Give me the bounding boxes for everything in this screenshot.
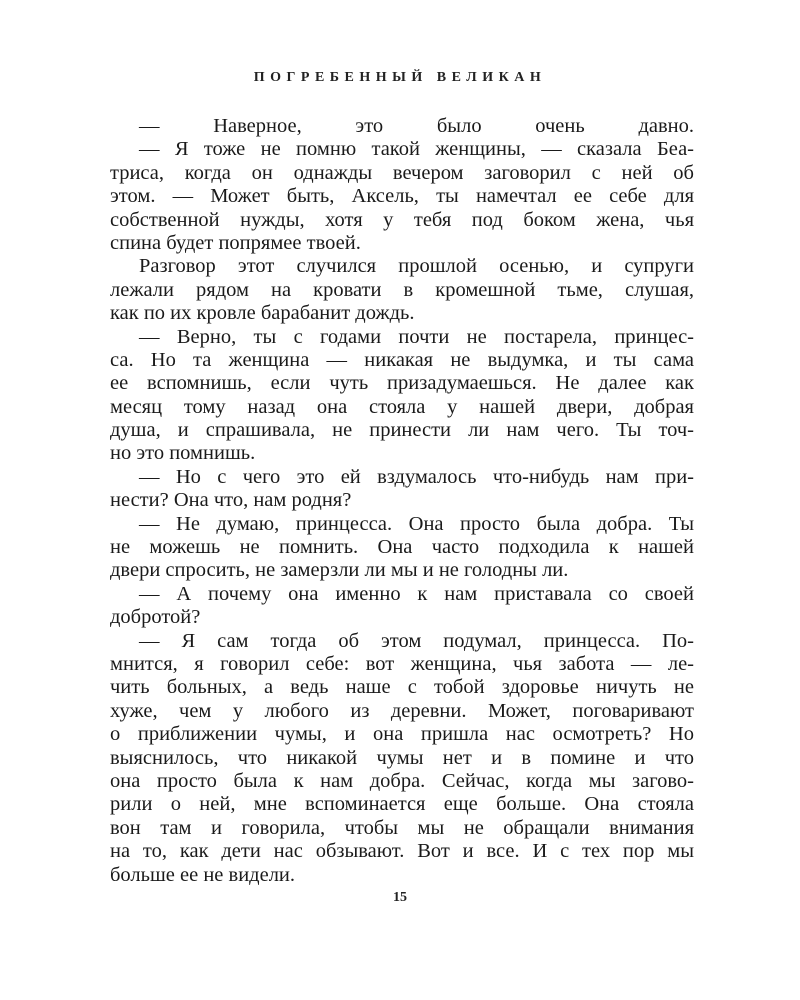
- text-line: душа, и спрашивала, не принести ли нам чего. Ты точ-: [110, 419, 694, 442]
- text-line: — Наверное, это было очень давно.: [139, 115, 694, 137]
- text-line: чить больных, а ведь наше с тобой здоровье ничуть не: [110, 676, 694, 699]
- text-line: месяц тому назад она стояла у нашей двери, добрая: [110, 395, 694, 418]
- text-line: добротой?: [110, 606, 201, 629]
- text-line: мнится, я говорил себе: вот женщина, чья забота — ле-: [110, 652, 694, 675]
- text-line: хуже, чем у любого из деревни. Может, поговаривают: [110, 699, 694, 722]
- text-line: — Не думаю, принцесса. Она просто была добра. Ты: [139, 512, 694, 535]
- text-line: нести? Она что, нам родня?: [110, 489, 352, 512]
- text-line: спина будет попрямее твоей.: [110, 231, 361, 254]
- text-line: как по их кровле барабанит дождь.: [110, 302, 415, 325]
- text-line: — Но с чего это ей вздумалось что-нибудь нам при-: [139, 465, 694, 488]
- text-line: ее вспомнишь, если чуть призадумаешься. Не далее как: [110, 372, 694, 395]
- text-line: не можешь не помнить. Она часто подходила к нашей: [110, 536, 694, 559]
- text-line: рили о ней, мне вспоминается еще больше. Она стояла: [110, 793, 694, 816]
- text-line: но это помнишь.: [110, 442, 256, 465]
- text-line: — Я тоже не помню такой женщины, — сказала Беа-: [139, 138, 694, 161]
- text-line: о приближении чумы, и она пришла нас осмотреть? Но: [110, 723, 694, 746]
- text-line: собственной нужды, хотя у тебя под боком жена, чья: [110, 208, 694, 231]
- text-line: са. Но та женщина — никакая не выдумка, и ты сама: [110, 348, 694, 371]
- text-line: она просто была к нам добра. Сейчас, когда мы загово-: [110, 769, 694, 792]
- body-text: [110, 115, 694, 887]
- text-line: Разговор этот случился прошлой осенью, и супруги: [139, 255, 694, 278]
- running-header: ПОГРЕБЕННЫЙ ВЕЛИКАН: [253, 70, 547, 85]
- text-line: триса, когда он однажды вечером заговорил с ней об: [110, 161, 694, 184]
- text-line: больше ее не видели.: [110, 863, 296, 886]
- text-line: — Я сам тогда об этом подумал, принцесса. По-: [139, 629, 694, 652]
- page-number: 15: [393, 890, 407, 905]
- text-line: — А почему она именно к нам приставала со своей: [139, 582, 694, 605]
- text-line: лежали рядом на кровати в кромешной тьме, слушая,: [110, 278, 694, 301]
- text-line: двери спросить, не замерзли ли мы и не голодны ли.: [110, 559, 569, 582]
- text-line: вон там и говорила, чтобы мы не обращали внимания: [110, 816, 694, 839]
- text-line: — Верно, ты с годами почти не постарела, принцес-: [139, 325, 694, 348]
- text-line: на то, как дети нас обзывают. Вот и все. И с тех пор мы: [110, 840, 694, 863]
- text-line: этом. — Может быть, Аксель, ты намечтал ее себе для: [110, 185, 694, 208]
- text-line: выяснилось, что никакой чумы нет и в помине и что: [110, 746, 694, 769]
